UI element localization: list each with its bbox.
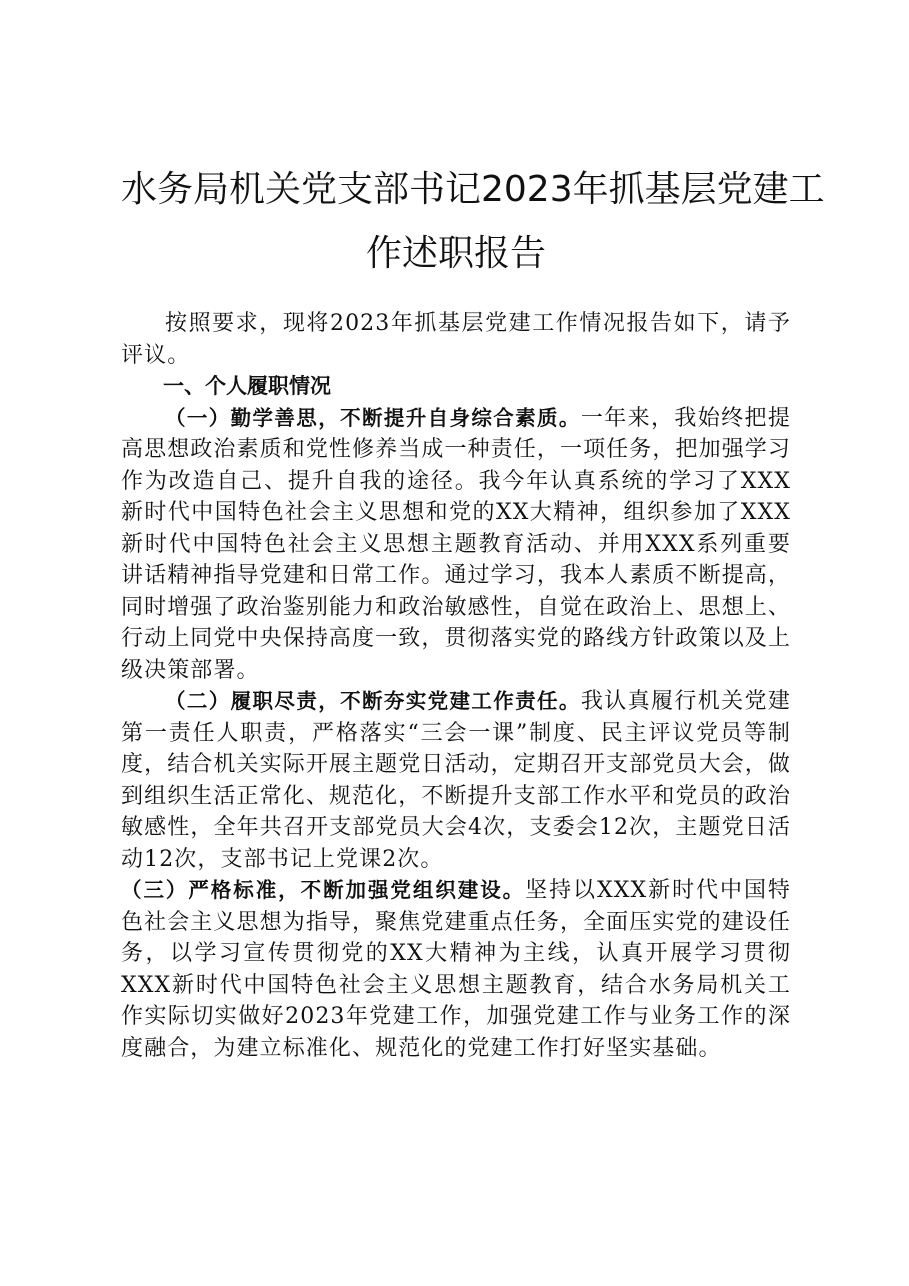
paragraph-2-lead: （二）履职尽责，不断夯实党建工作责任。 (165, 689, 581, 713)
document-title (121, 158, 825, 286)
title-line-1: 水务局机关党支部书记2023年抓基层党建工 (121, 169, 825, 210)
section-heading-1: 一、个人履职情况 (163, 374, 331, 398)
title-line-2: 作述职报告 (365, 233, 546, 274)
intro-paragraph: 按照要求，现将2023年抓基层党建工作情况报告如下，请予评议。 (121, 311, 791, 368)
paragraph-2 (121, 686, 791, 875)
paragraph-3-lead: （三）严格标准，不断加强党组织建设。 (121, 878, 526, 902)
paragraph-1-text: 一年来，我始终把提高思想政治素质和党性修养当成一种责任，一项任务，把加强学习作为改造自己、提升自我的途径。我今年认真系统的学习了XXX新时代中国特色社会主义思想和党的XX大精神，组织参加了XXX新时代中国特色社会主义思想主题教育活动、并用XXX系列重要讲话精神指导党建和日常工作。通过学习，我本人素质不断提高，同时增强了政治鉴别能力和政治敏感性，自觉在政治上、思想上、行动上同党中央保持高度一致，贯彻落实党的路线方针政策以及上级决策部署。 (121, 405, 791, 683)
paragraph-3 (121, 875, 791, 1064)
paragraph-1-lead: （一）勤学善思，不断提升自身综合素质。 (165, 405, 581, 430)
paragraph-2-text: 我认真履行机关党建第一责任人职责，严格落实“三会一课”制度、民主评议党员等制度，结合机关实际开展主题党日活动，定期召开支部党员大会，做到组织生活正常化、规范化，不断提升支部工作水平和党员的政治敏感性，全年共召开支部党员大会4次，支委会12次，主题党日活动12次，支部书记上党课2次。 (121, 689, 791, 872)
paragraph-3-text: 坚持以XXX新时代中国特色社会主义思想为指导，聚焦党建重点任务，全面压实党的建设任务，以学习宣传贯彻党的XX大精神为主线，认真开展学习贯彻XXX新时代中国特色社会主义思想主题教育，结合水务局机关工作实际切实做好2023年党建工作，加强党建工作与业务工作的深度融合，为建立标准化、规范化的党建工作打好坚实基础。 (121, 878, 791, 1061)
paragraph-1 (121, 403, 791, 687)
